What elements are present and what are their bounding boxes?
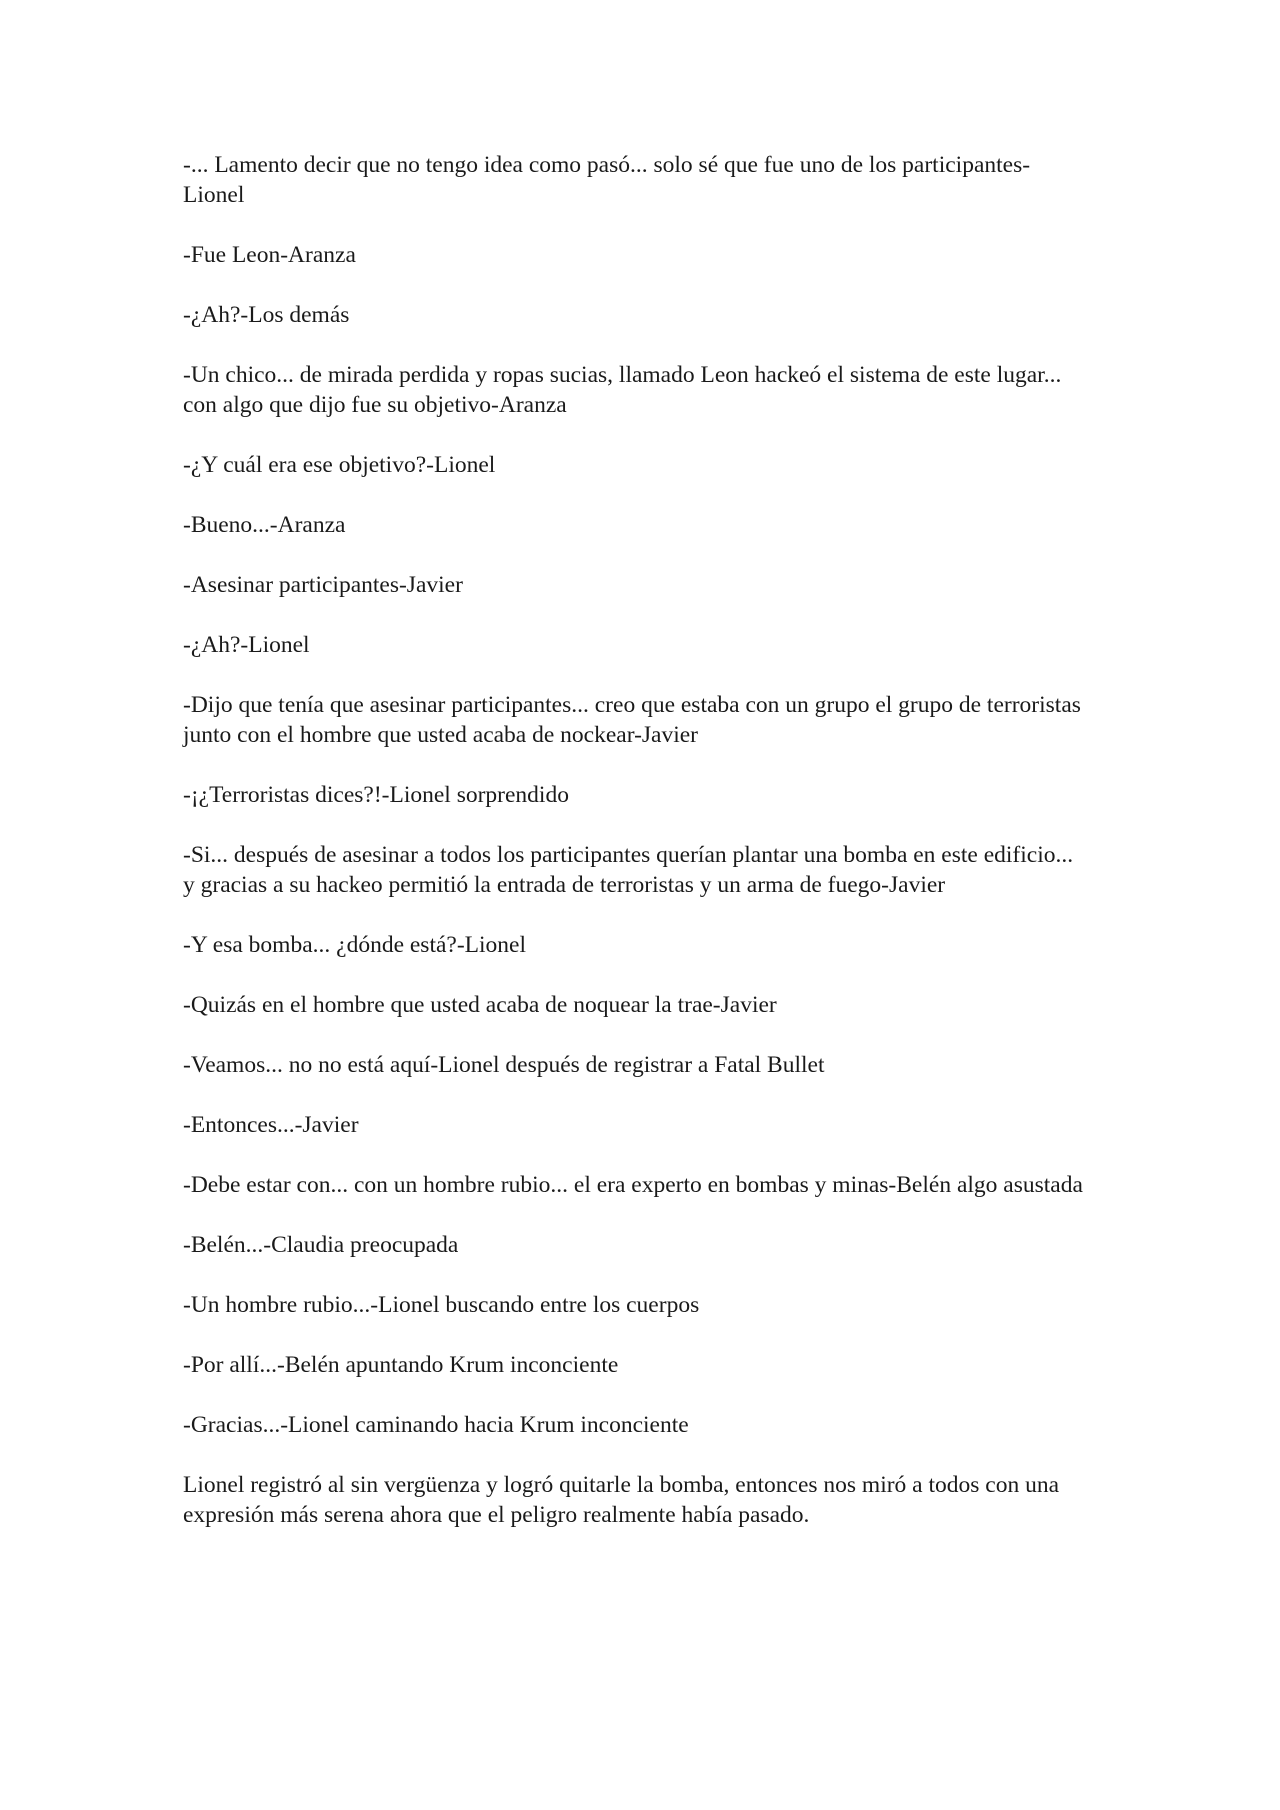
paragraph: -Debe estar con... con un hombre rubio... el era experto en bombas y minas-Belén algo asustada [183,1172,1083,1198]
paragraph: -Un chico... de mirada perdida y ropas sucias, llamado Leon hackeó el sistema de este lugar... con algo que dijo fue su objetivo-Aranza [183,362,1062,418]
paragraph: -¿Ah?-Los demás [183,302,350,328]
paragraph: -¡¿Terroristas dices?!-Lionel sorprendido [183,782,569,808]
paragraph: -... Lamento decir que no tengo idea como pasó... solo sé que fue uno de los participantes-Lionel [183,152,1031,208]
paragraph: -Fue Leon-Aranza [183,242,356,268]
paragraph: -Veamos... no no está aquí-Lionel después de registrar a Fatal Bullet [183,1052,825,1078]
paragraph: -Dijo que tenía que asesinar participantes... creo que estaba con un grupo el grupo de terroristas junto con el hombre que usted acaba de nockear-Javier [183,692,1081,748]
paragraph: -Entonces...-Javier [183,1112,359,1138]
paragraph: -Asesinar participantes-Javier [183,572,463,598]
paragraph: -Bueno...-Aranza [183,512,346,538]
paragraph: -Y esa bomba... ¿dónde está?-Lionel [183,932,527,958]
paragraph: -¿Y cuál era ese objetivo?-Lionel [183,452,496,478]
paragraph: -Belén...-Claudia preocupada [183,1232,459,1258]
paragraph: -Quizás en el hombre que usted acaba de noquear la trae-Javier [183,992,777,1018]
paragraph: -Gracias...-Lionel caminando hacia Krum inconciente [183,1412,689,1438]
paragraph: Lionel registró al sin vergüenza y logró quitarle la bomba, entonces nos miró a todos con una expresión más serena ahora que el peligro realmente había pasado. [183,1472,1060,1528]
document-body [183,150,1083,1560]
paragraph: -Por allí...-Belén apuntando Krum inconciente [183,1352,619,1378]
paragraph: -Un hombre rubio...-Lionel buscando entre los cuerpos [183,1292,700,1318]
paragraph: -Si... después de asesinar a todos los participantes querían plantar una bomba en este edificio... y gracias a su hackeo permitió la entrada de terroristas y un arma de fuego-Javier [183,842,1074,898]
paragraph: -¿Ah?-Lionel [183,632,310,658]
